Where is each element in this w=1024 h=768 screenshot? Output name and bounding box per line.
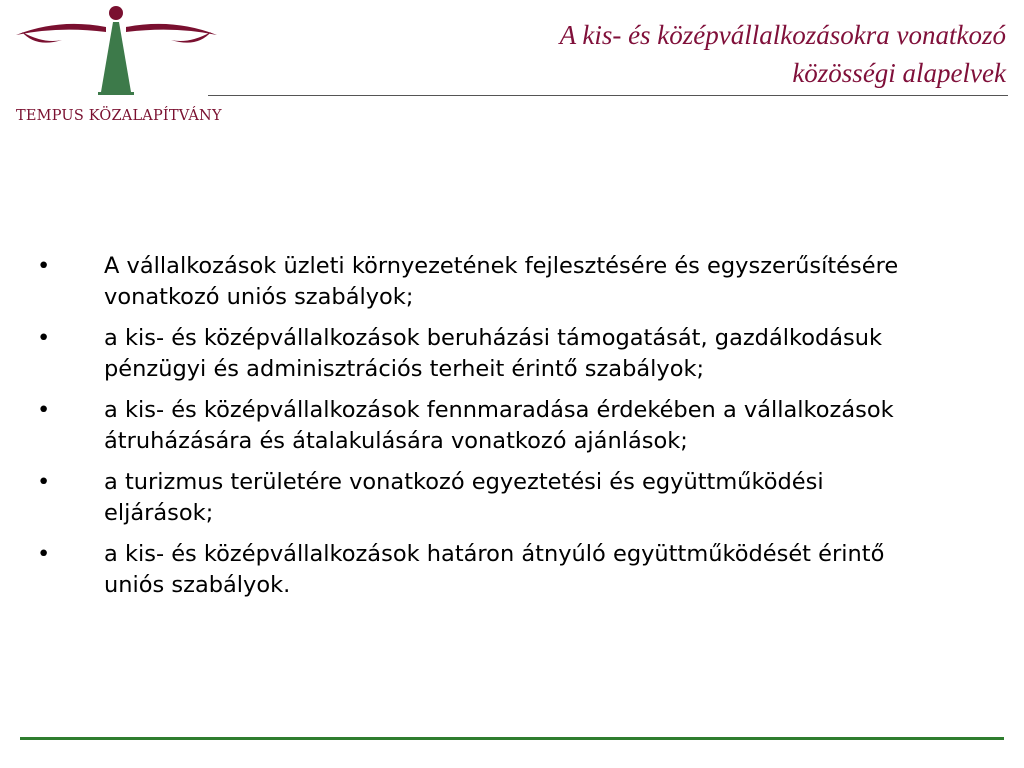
bullet-text: a turizmus területére vonatkozó egyeztetési és együttműködési eljárások; [104,469,824,526]
bullet-icon: • [37,541,51,567]
bullet-text: A vállalkozások üzleti környezetének fejlesztésére és egyszerűsítésére vonatkozó uniós szabályok; [104,253,899,310]
bullet-icon: • [37,253,51,279]
bullet-item [36,323,936,385]
slide-title [386,16,1006,92]
footer-divider [20,737,1004,740]
logo-text: TEMPUS KÖZALAPÍTVÁNY [16,108,222,124]
bullet-text: a kis- és középvállalkozások fennmaradása érdekében a vállalkozások átruházására és átalakulására vonatkozó ajánlások; [104,397,894,454]
bullet-text: a kis- és középvállalkozások beruházási támogatását, gazdálkodásuk pénzügyi és adminisztrációs terheit érintő szabályok; [104,325,883,382]
bullet-item [36,251,936,313]
bullet-icon: • [37,397,51,423]
tempus-logo [14,4,220,130]
bullet-icon: • [37,325,51,351]
bullet-item [36,395,936,457]
slide-title-line-1: A kis- és középvállalkozásokra vonatkozó [559,20,1006,50]
bullet-item [36,539,936,601]
bullet-list [36,251,936,611]
header-divider [208,95,1008,96]
slide-title-line-2: közösségi alapelvek [792,58,1006,88]
bullet-icon: • [37,469,51,495]
scales-of-justice-icon [14,4,220,108]
bullet-item [36,467,936,529]
bullet-text: a kis- és középvállalkozások határon átnyúló együttműködését érintő uniós szabályok. [104,541,885,598]
